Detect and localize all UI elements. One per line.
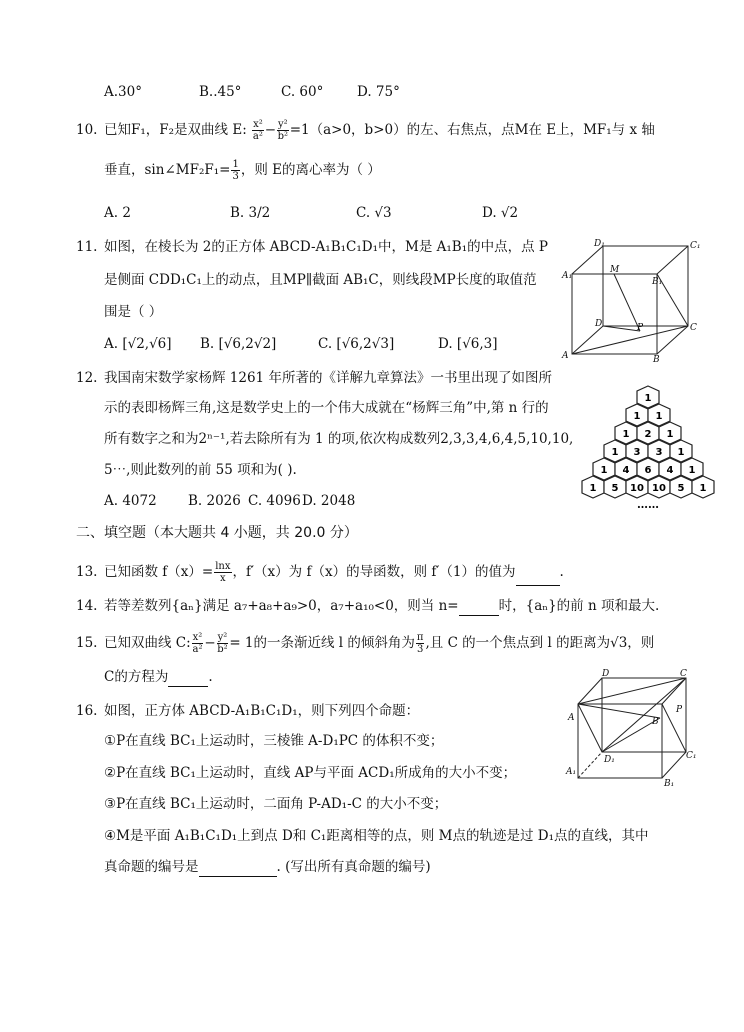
- q12-line4: 5⋯,则此数列的前 55 项和为( ).: [104, 462, 297, 478]
- q15-frac1-top: x²: [192, 632, 203, 643]
- q10-text2: =1（a>0，b>0）的左、右焦点，点M在 E上，MF₁与 x 轴: [289, 122, 655, 138]
- q15-line2: [104, 667, 213, 687]
- yanghui-triangle-figure: [576, 384, 720, 511]
- q16-prop3: ③P在直线 BC₁上运动时，二面角 P-AD₁-C 的大小不变；: [104, 796, 448, 812]
- q15-answer-blank[interactable]: [168, 671, 208, 687]
- triangle-cell-value: 5: [677, 483, 685, 494]
- q12-line3: 所有数字之和为2ⁿ⁻¹,若去除所有为 1 的项,依次构成数列2,3,3,4,6,4,5,10,10,: [104, 431, 574, 447]
- q13-line: [104, 558, 564, 586]
- triangle-cell-value: 1: [677, 447, 685, 458]
- q13-number: 13.: [76, 564, 98, 580]
- q15-text3: ,且 C 的一个焦点到 l 的距离为√3，则: [425, 635, 655, 651]
- triangle-cell-value: 1: [633, 411, 641, 422]
- q15-frac-pi: [416, 632, 425, 655]
- q14-text2: 时，{aₙ}的前 n 项和最大.: [498, 598, 660, 614]
- q11-option-c: C. [√6,2√3]: [318, 336, 395, 352]
- q10-frac3-bot: 3: [232, 171, 239, 182]
- q13-frac: [214, 561, 231, 584]
- triangle-ellipsis: ……: [637, 498, 659, 511]
- q15-frac3-bot: 3: [417, 644, 424, 655]
- q11-fig-label: P: [637, 323, 644, 333]
- q15-frac2-bot: b²: [217, 644, 228, 655]
- triangle-cell-value: 4: [622, 465, 630, 476]
- triangle-cell-value: 3: [633, 447, 641, 458]
- triangle-cell-value: 1: [600, 465, 608, 476]
- triangle-cell-value: 1: [699, 483, 707, 494]
- q11-line1: 如图，在棱长为 2的正方体 ABCD-A₁B₁C₁D₁中，M是 A₁B₁的中点，点 P: [104, 239, 549, 255]
- q12-option-c: C. 4096: [248, 493, 301, 509]
- q15-line2-text: C的方程为: [104, 669, 169, 685]
- q12-option-b: B. 2026: [188, 493, 241, 509]
- q11-fig-label: D: [595, 319, 603, 329]
- q15-line1: [104, 629, 654, 657]
- triangle-cell-value: 3: [655, 447, 663, 458]
- triangle-cell-value: 1: [666, 429, 674, 440]
- q16-fig-label: C₁: [686, 751, 697, 761]
- q10-frac2-bot: b²: [277, 131, 289, 142]
- q11-line3: 围是（ ）: [104, 304, 163, 320]
- q16-answer-blank[interactable]: [199, 861, 277, 877]
- q12-option-d: D. 2048: [302, 493, 356, 509]
- q16-prop1: ①P在直线 BC₁上运动时，三棱锥 A-D₁PC 的体积不变；: [104, 733, 444, 749]
- triangle-cell-value: 4: [666, 465, 674, 476]
- q10-frac-y: [277, 119, 289, 142]
- q16-fig-label: A: [568, 713, 575, 723]
- q11-fig-label: D₁: [594, 239, 605, 249]
- triangle-cell-value: 10: [630, 483, 644, 494]
- q10-minus: −: [264, 122, 277, 138]
- q15-minus: −: [204, 635, 216, 651]
- q13-text1: 已知函数 f（x）=: [104, 564, 214, 580]
- q13-frac-top: lnx: [215, 561, 231, 572]
- q10-number: 10.: [76, 122, 98, 138]
- q11-option-d: D. [√6,3]: [438, 336, 498, 352]
- q14-text: 若等差数列{aₙ}满足 a₇+a₈+a₉>0，a₇+a₁₀<0，则当 n=: [104, 598, 459, 614]
- q16-number: 16.: [76, 703, 98, 719]
- q10-frac1-bot: a²: [252, 131, 263, 142]
- triangle-cell-value: 10: [652, 483, 666, 494]
- q11-option-b: B. [√6,2√2]: [200, 336, 277, 352]
- q16-line6a: 真命题的编号是: [104, 859, 199, 875]
- q15-frac-y: [217, 632, 229, 655]
- q11-fig-label: A₁: [562, 271, 573, 281]
- triangle-cell-value: 1: [655, 411, 663, 422]
- q16-fig-label: B: [652, 717, 659, 727]
- q10-text1: 已知F₁，F₂是双曲线 E:: [104, 122, 247, 138]
- q10-frac3-top: 1: [232, 159, 239, 170]
- q16-line6: [104, 857, 431, 877]
- q12-line2: 示的表即杨辉三角,这是数学史上的一个伟大成就在“杨辉三角”中,第 n 行的: [104, 400, 549, 416]
- q14-number: 14.: [76, 598, 98, 614]
- triangle-cell-value: 1: [589, 483, 597, 494]
- q15-frac2-top: y²: [217, 632, 228, 643]
- q10-option-c: C. √3: [356, 205, 392, 221]
- q10-frac-third: [231, 159, 239, 182]
- q10-text3: 垂直，sin∠MF₂F₁=: [104, 162, 231, 178]
- q14-answer-blank[interactable]: [459, 600, 499, 616]
- q11-fig-label: C: [690, 323, 697, 333]
- q16-prop4: ④M是平面 A₁B₁C₁D₁上到点 D和 C₁距离相等的点，则 M点的轨迹是过 D₁点的直线，其中: [104, 828, 649, 844]
- q12-number: 12.: [76, 370, 98, 386]
- section-fill-in-title: 二、填空题（本大题共 4 小题，共 20.0 分）: [76, 525, 358, 541]
- q16-fig-label: A₁: [566, 767, 577, 777]
- q10-option-d: D. √2: [482, 205, 519, 221]
- q10-line1: [104, 116, 655, 144]
- q11-option-a: A. [√2,√6]: [104, 336, 172, 352]
- q16-prop2: ②P在直线 BC₁上运动时，直线 AP与平面 ACD₁所成角的大小不变；: [104, 765, 517, 781]
- q11-fig-label: B: [653, 355, 660, 365]
- q16-fig-label: D₁: [604, 755, 615, 765]
- q10-line2: [104, 156, 381, 184]
- triangle-cell-value: 1: [644, 393, 652, 404]
- q15-end: .: [208, 669, 213, 685]
- q10-frac-x: [252, 119, 264, 142]
- q15-frac3-top: π: [416, 632, 424, 643]
- triangle-cell-value: 1: [688, 465, 696, 476]
- triangle-cell-value: 6: [644, 465, 652, 476]
- triangle-cell-value: 5: [611, 483, 619, 494]
- q13-frac-bot: x: [220, 573, 226, 584]
- q16-fig-label: P: [676, 705, 683, 715]
- q10-text4: ，则 E的离心率为（ ）: [240, 162, 381, 178]
- q11-line2: 是侧面 CDD₁C₁上的动点，且MP∥截面 AB₁C，则线段MP长度的取值范: [104, 272, 537, 288]
- q15-text1: 已知双曲线 C:: [104, 635, 191, 651]
- q16-fig-label: D: [602, 669, 610, 679]
- q9-option-a: A.30°: [104, 84, 142, 100]
- q15-number: 15.: [76, 635, 98, 651]
- q16-fig-label: C: [680, 669, 687, 679]
- q10-frac1-top: x²: [253, 119, 263, 130]
- q9-option-b: B..45°: [199, 84, 242, 100]
- q10-option-a: A. 2: [104, 205, 131, 221]
- q11-fig-label: C₁: [690, 241, 701, 251]
- q12-option-a: A. 4072: [104, 493, 157, 509]
- triangle-cell-value: 1: [611, 447, 619, 458]
- q15-text2: = 1的一条渐近线 l 的倾斜角为: [229, 635, 415, 651]
- q15-frac1-bot: a²: [192, 644, 203, 655]
- q11-number: 11.: [76, 239, 98, 255]
- q11-fig-label: M: [610, 265, 620, 275]
- q11-fig-label: B₁: [652, 277, 663, 287]
- q16-line6b: . (写出所有真命题的编号): [276, 859, 431, 875]
- q14-line: [104, 596, 659, 616]
- q9-option-c: C. 60°: [281, 84, 324, 100]
- q16-cube-figure: [564, 668, 700, 788]
- triangle-cell-value: 1: [622, 429, 630, 440]
- q16-fig-label: B₁: [664, 779, 675, 789]
- q11-cube-figure: [560, 236, 705, 364]
- q15-frac-x: [192, 632, 204, 655]
- q16-line1: 如图，正方体 ABCD-A₁B₁C₁D₁，则下列四个命题：: [104, 703, 420, 719]
- q9-option-d: D. 75°: [357, 84, 400, 100]
- q13-end: .: [559, 564, 564, 580]
- q11-fig-label: A: [562, 351, 569, 361]
- q13-answer-blank[interactable]: [516, 570, 560, 586]
- triangle-cell-value: 2: [644, 429, 652, 440]
- q10-option-b: B. 3/2: [230, 205, 271, 221]
- q12-line1: 我国南宋数学家杨辉 1261 年所著的《详解九章算法》一书里出现了如图所: [104, 370, 552, 386]
- q13-text2: ，f′（x）为 f（x）的导函数，则 f′（1）的值为: [232, 564, 516, 580]
- q10-frac2-top: y²: [278, 119, 288, 130]
